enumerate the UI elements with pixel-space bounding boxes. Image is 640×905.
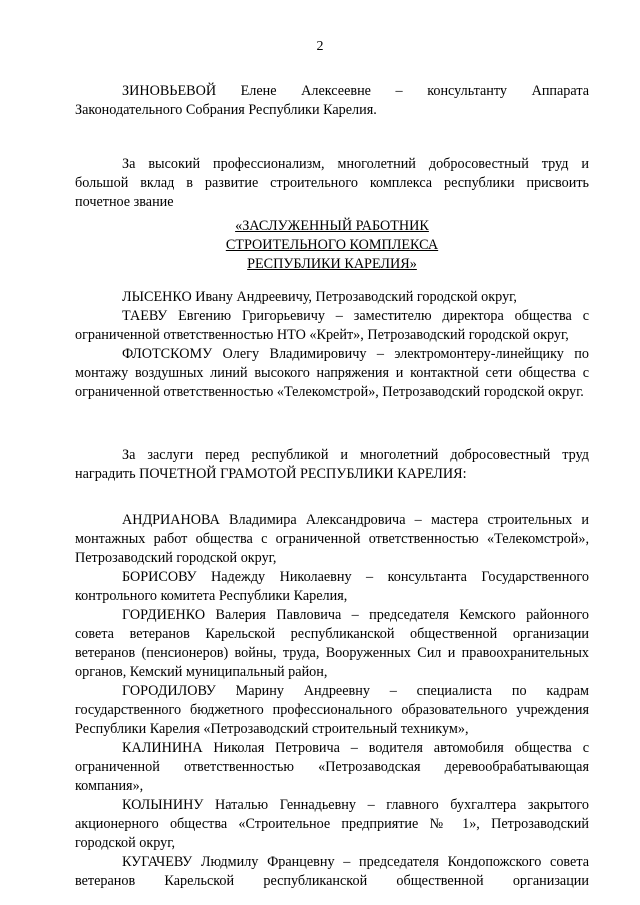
- award-entry-kugacheva: КУГАЧЕВУ Людмилу Францевну – председателя Кондопожского совета ветеранов Карельской республиканской общественной организации: [75, 854, 589, 889]
- honorary-title-line-2: СТРОИТЕЛЬНОГО КОМПЛЕКСА: [225, 237, 439, 253]
- honorary-title-line-3: РЕСПУБЛИКИ КАРЕЛИЯ»: [247, 256, 417, 272]
- award-entry-lysenko: ЛЫСЕНКО Ивану Андреевичу, Петрозаводский городской округ,: [122, 289, 517, 305]
- award-entry-gorodilova: ГОРОДИЛОВУ Марину Андреевну – специалиста по кадрам государственного бюджетного профессионального образовательного учреждения Республики Карелия «Петрозаводский строительный техникум»,: [75, 683, 589, 737]
- award-entry-kalinin: КАЛИНИНА Николая Петровича – водителя автомобиля общества с ограниченной ответственностью «Петрозаводская деревообрабатывающая компания»,: [75, 740, 589, 794]
- award-entry-flotsky: ФЛОТСКОМУ Олегу Владимировичу – электромонтеру-линейщику по монтажу воздушных линий высокого напряжения и контактной сети общества с ограниченной ответственностью «Телекомстрой», Петрозаводский городской округ.: [75, 346, 589, 400]
- award-entry-kolynina: КОЛЫНИНУ Наталью Геннадьевну – главного бухгалтера закрытого акционерного общества «Строительное предприятие № 1», Петрозаводский городской округ,: [75, 797, 589, 851]
- honorary-title-line-1: «ЗАСЛУЖЕННЫЙ РАБОТНИК: [235, 218, 429, 234]
- section1-intro: За высокий профессионализм, многолетний добросовестный труд и большой вклад в развитие строительного комплекса республики присвоить почетное звание: [75, 156, 589, 210]
- award-entry-borisova: БОРИСОВУ Надежду Николаевну – консультанта Государственного контрольного комитета Республики Карелия,: [75, 569, 589, 604]
- award-entry-gordienko: ГОРДИЕНКО Валерия Павловича – председателя Кемского районного совета ветеранов Карельской республиканской общественной организации ветеранов (пенсионеров) войны, труда, Вооруженных Сил и правоохранительных органов, Кемский муниципальный район,: [75, 607, 589, 680]
- document-body: [75, 82, 589, 891]
- section2-intro: За заслуги перед республикой и многолетний добросовестный труд наградить ПОЧЕТНОЙ ГРАМОТОЙ РЕСПУБЛИКИ КАРЕЛИЯ:: [75, 447, 589, 482]
- page-number: 2: [316, 39, 324, 54]
- award-entry-andrianov: АНДРИАНОВА Владимира Александровича – мастера строительных и монтажных работ общества с ограниченной ответственностью «Телекомстрой», Петрозаводский городской округ,: [75, 512, 589, 566]
- award-entry-taev: ТАЕВУ Евгению Григорьевичу – заместителю директора общества с ограниченной ответственностью НТО «Крейт», Петрозаводский городской округ,: [75, 308, 589, 343]
- award-entry-zinovieva: ЗИНОВЬЕВОЙ Елене Алексеевне – консультанту Аппарата Законодательного Собрания Республики Карелия.: [75, 83, 589, 118]
